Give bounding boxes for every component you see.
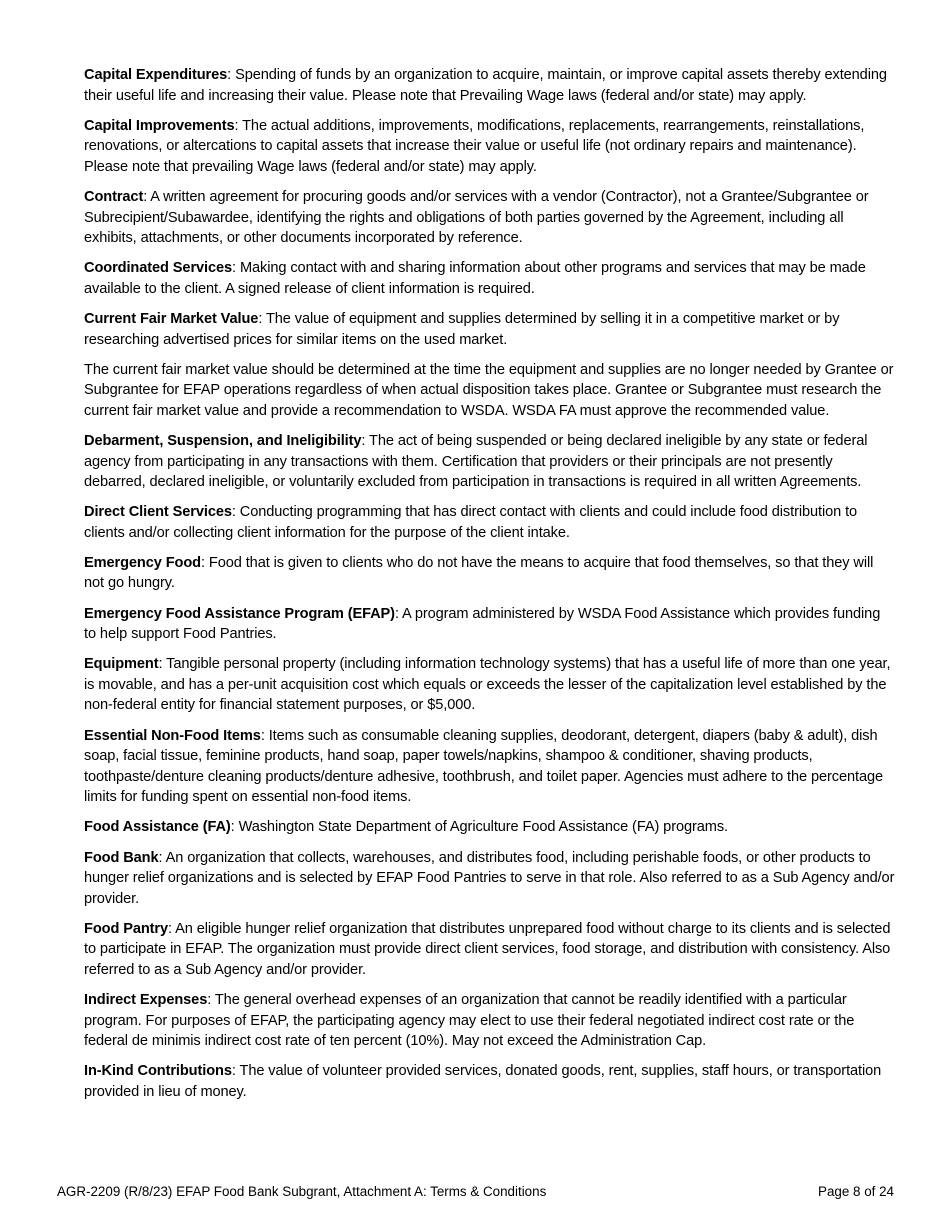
- footer-page-number: Page 8 of 24: [818, 1184, 894, 1199]
- definition-direct-client-services: [84, 502, 896, 543]
- definition-capital-improvements: [84, 116, 896, 178]
- definition-text: : A written agreement for procuring goods and/or services with a vendor (Contractor), not a Grantee/Subgrantee or Subrecipient/Subawardee, identifying the rights and obligations of both parties governed by the Agreement, including all exhibits, attachments, or other documents incorporated by reference.: [84, 188, 869, 247]
- definition-coordinated-services: [84, 258, 896, 299]
- footer-document-id: AGR-2209 (R/8/23) EFAP Food Bank Subgrant, Attachment A: Terms & Conditions: [57, 1184, 547, 1199]
- definition-text: : Washington State Department of Agriculture Food Assistance (FA) programs.: [230, 819, 728, 836]
- definition-text: : Tangible personal property (including information technology systems) that has a useful life of more than one year, is movable, and has a per-unit acquisition cost which equals or exceeds the lesser of the capitalization level established by the non-federal entity for financial statement purposes, or $5,000.: [84, 656, 891, 714]
- term: Food Pantry: [84, 920, 169, 937]
- definition-text: : The general overhead expenses of an organization that cannot be readily identified with a particular program. For purposes of EFAP, the participating agency may elect to use their federal negotiated indirect cost rate or the federal de minimis indirect cost rate of ten percent (10%). May not exceed the Administration Cap.: [84, 992, 855, 1050]
- term: Food Bank: [84, 849, 159, 866]
- term: Food Assistance (FA): [84, 819, 231, 836]
- definition-text: : The actual additions, improvements, modifications, replacements, rearrangements, reinstallations, renovations, or altercations to capital assets that increase their value or useful life (not ordinary repairs and maintenance). Please note that prevailing Wage laws (federal and/or state) may apply.: [84, 117, 865, 175]
- definition-debarment: [84, 431, 896, 493]
- term: Debarment, Suspension, and Ineligibility: [84, 432, 362, 449]
- definition-text: : An organization that collects, warehouses, and distributes food, including perishable foods, or other products to hunger relief organizations and is selected by EFAP Food Pantries to serve in that role. Also referred to as a Sub Agency and/or provider.: [84, 849, 895, 907]
- definition-current-fair-market-value: [84, 309, 896, 350]
- definition-indirect-expenses: [84, 990, 896, 1052]
- definition-equipment: [84, 654, 896, 716]
- definition-emergency-food: [84, 553, 896, 594]
- definition-text: : A program administered by WSDA Food Assistance which provides funding to help support Food Pantries.: [84, 605, 881, 643]
- term: Essential Non-Food Items: [84, 727, 261, 744]
- paragraph-text: The current fair market value should be determined at the time the equipment and supplies are no longer needed by Grantee or Subgrantee for EFAP operations regardless of when actual disposition takes place. Grantee or Subgrantee must research the current fair market value and provide a recommendation to WSDA. WSDA FA must approve the recommended value.: [84, 361, 894, 419]
- definition-contract: [84, 187, 896, 249]
- definition-efap: [84, 604, 896, 645]
- definition-essential-non-food-items: [84, 726, 896, 808]
- definition-text: : Items such as consumable cleaning supplies, deodorant, detergent, diapers (baby & adult), dish soap, facial tissue, feminine products, hand soap, paper towels/napkins, shampoo & conditioner, shaving products, toothpaste/denture cleaning products/denture adhesive, toothbrush, and toilet paper. Agencies must adhere to the percentage limits for funding spent on essential non-food items.: [84, 727, 884, 806]
- definition-text: : Food that is given to clients who do not have the means to acquire that food themselves, so that they will not go hungry.: [84, 554, 874, 592]
- term: Indirect Expenses: [84, 992, 208, 1009]
- term: Direct Client Services: [84, 504, 232, 521]
- term: In-Kind Contributions: [84, 1063, 232, 1080]
- definition-text: : The value of volunteer provided services, donated goods, rent, supplies, staff hours, or transportation provided in lieu of money.: [84, 1063, 882, 1100]
- definition-food-pantry: [84, 919, 896, 981]
- definition-text: : Conducting programming that has direct contact with clients and could include food distribution to clients and/or collecting client information for the purpose of the client intake.: [84, 504, 858, 541]
- definition-text: : The act of being suspended or being declared ineligible by any state or federal agency from participating in any transactions with them. Certification that providers or their principals are not presently debarred, declared ineligible, or voluntarily excluded from participation in transactions is required in all written Agreements.: [84, 432, 868, 491]
- definition-in-kind-contributions: [84, 1061, 896, 1102]
- term: Current Fair Market Value: [84, 310, 259, 327]
- term: Capital Improvements: [84, 117, 235, 134]
- term: Coordinated Services: [84, 260, 233, 277]
- definitions-list: [84, 65, 896, 1112]
- term: Emergency Food: [84, 554, 201, 571]
- definition-text: : The value of equipment and supplies determined by selling it in a competitive market or by researching advertised prices for similar items on the used market.: [84, 310, 840, 348]
- page-footer: [57, 1184, 894, 1199]
- definition-food-bank: [84, 848, 896, 910]
- fair-market-value-paragraph: [84, 360, 896, 422]
- definition-capital-expenditures: [84, 65, 896, 106]
- term: Emergency Food Assistance Program (EFAP): [84, 605, 395, 622]
- definition-food-assistance: [84, 817, 896, 838]
- term: Contract: [84, 188, 144, 205]
- definition-text: : Spending of funds by an organization to acquire, maintain, or improve capital assets thereby extending their useful life and increasing their value. Please note that Prevailing Wage laws (federal and/or state) may apply.: [84, 67, 887, 104]
- definition-text: : Making contact with and sharing information about other programs and services that may be made available to the client. A signed release of client information is required.: [84, 260, 866, 297]
- definition-text: : An eligible hunger relief organization that distributes unprepared food without charge to its clients and is selected to participate in EFAP. The organization must provide direct client services, food storage, and distribution with consistency. Also referred to as a Sub Agency and/or provider.: [84, 920, 891, 978]
- term: Capital Expenditures: [84, 67, 228, 83]
- term: Equipment: [84, 656, 159, 673]
